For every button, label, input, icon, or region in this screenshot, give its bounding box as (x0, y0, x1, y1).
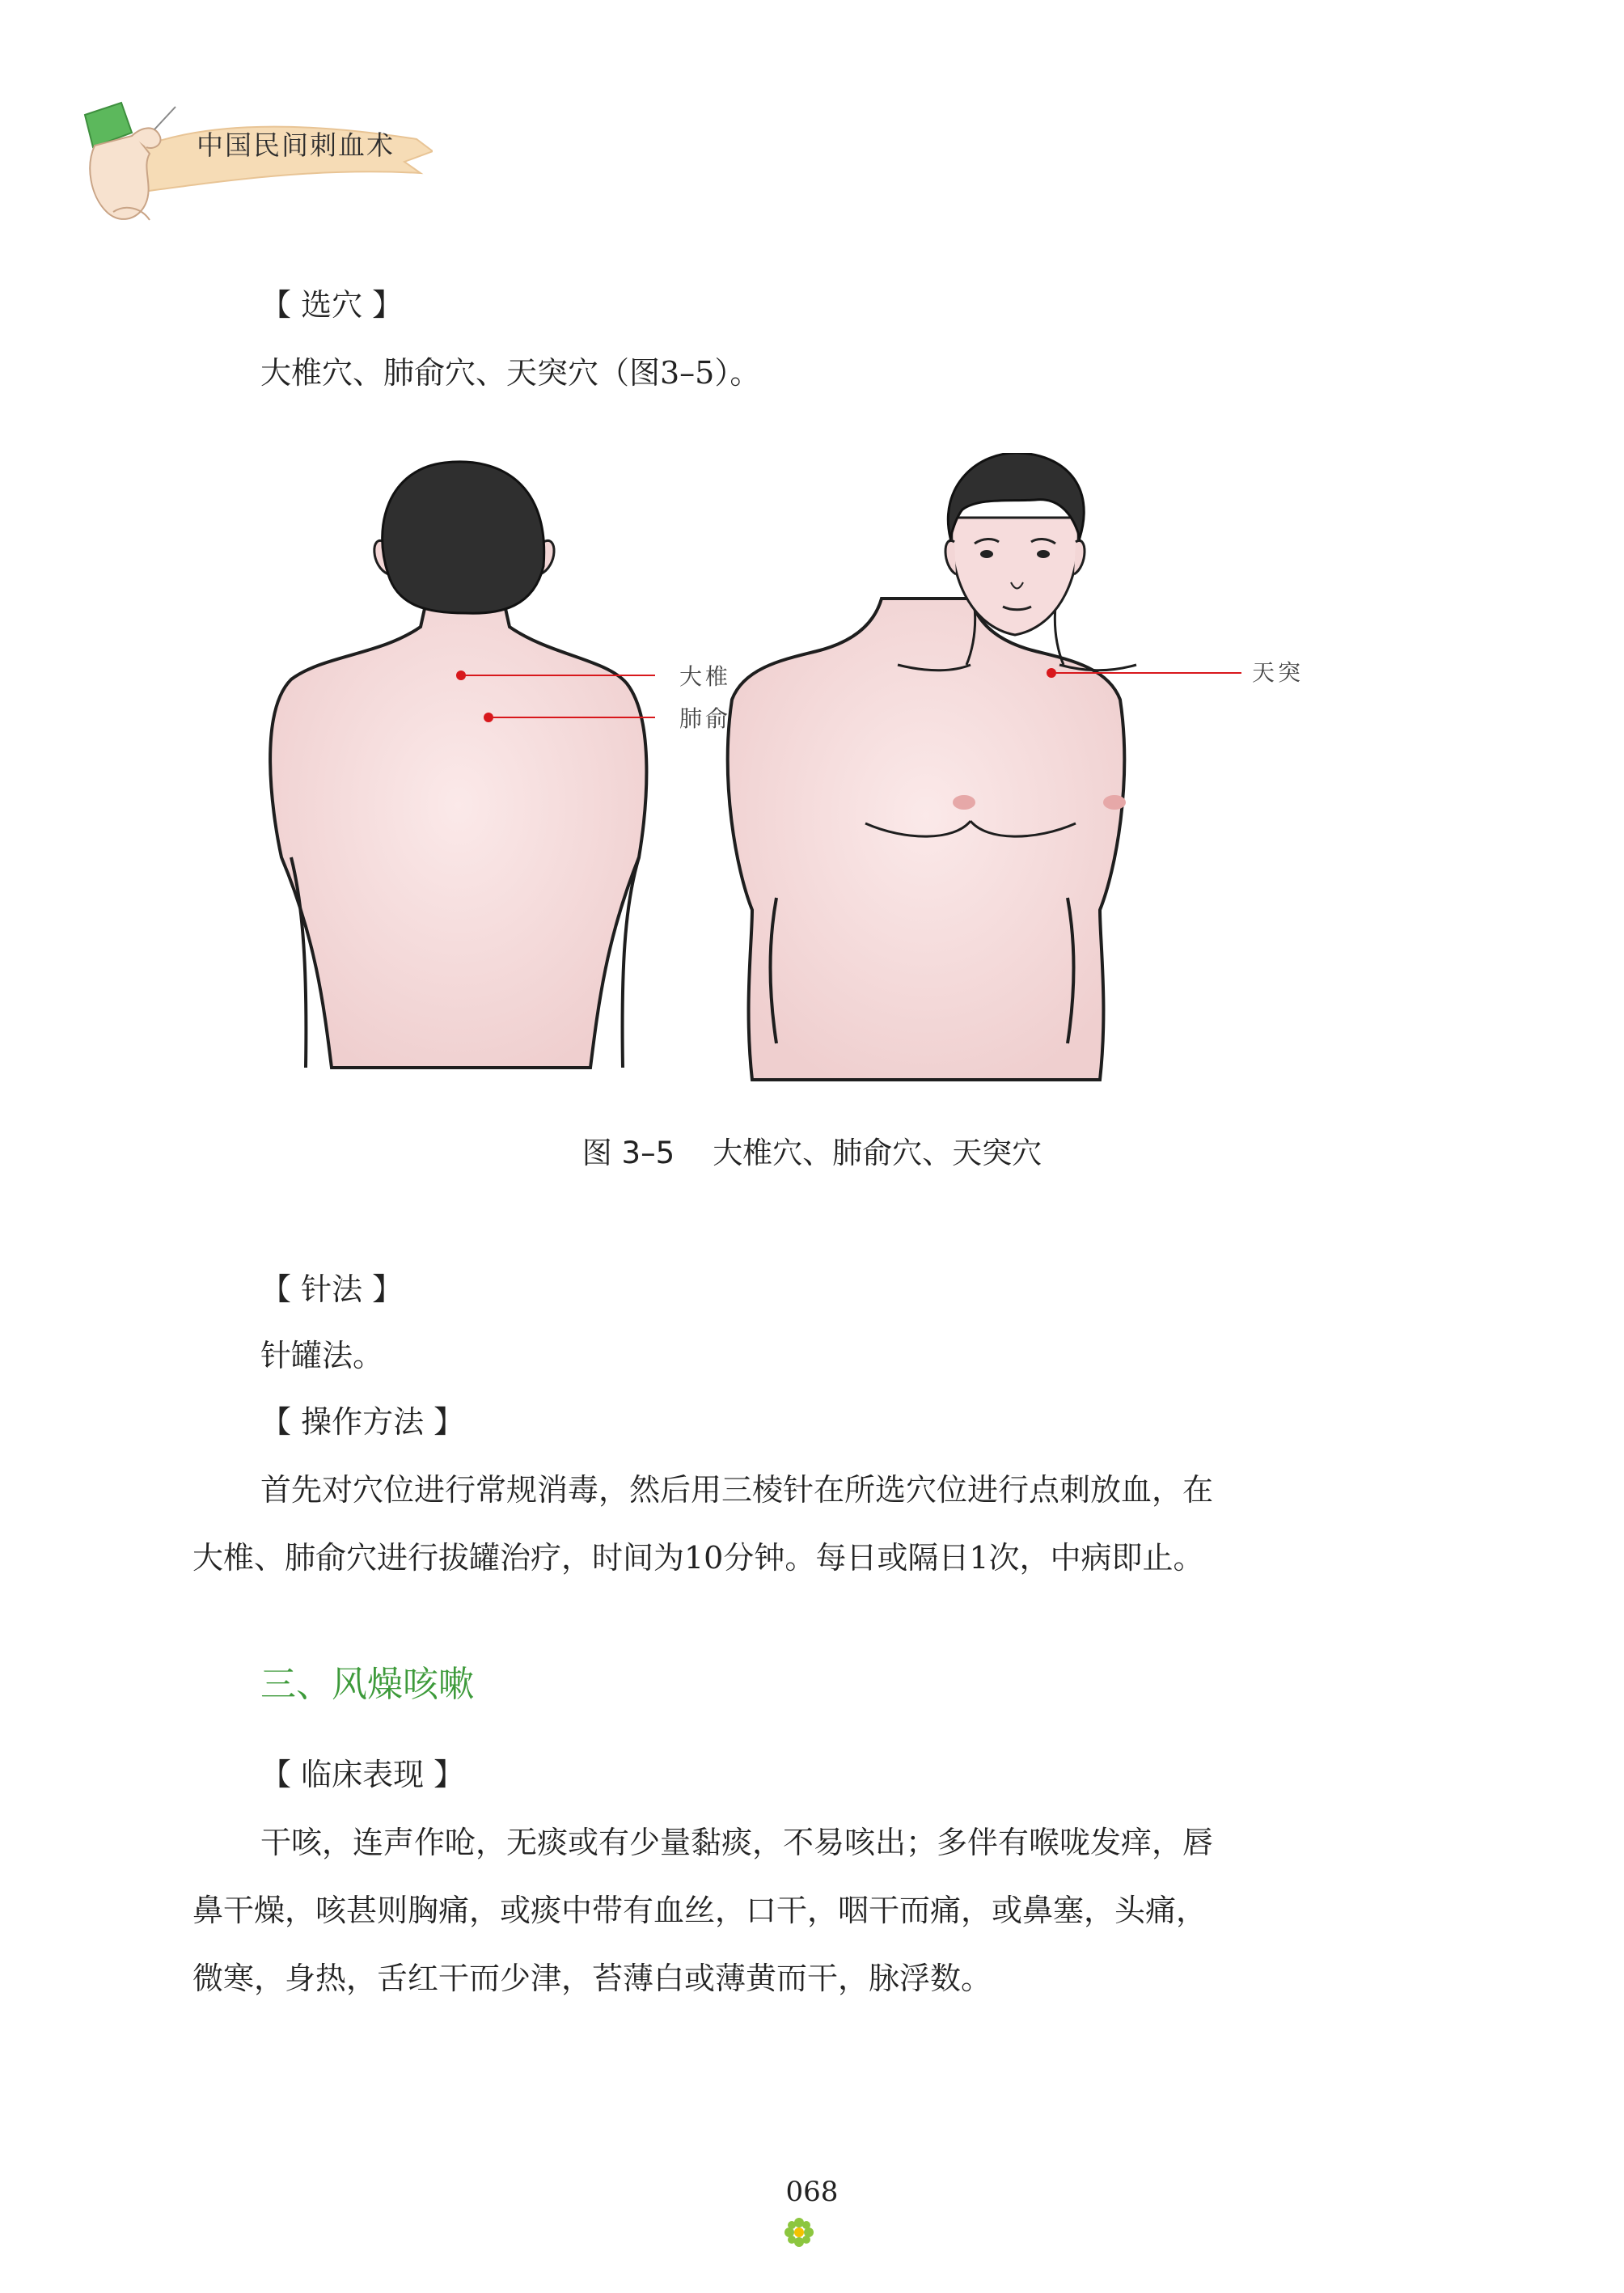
back-view-figure (270, 462, 646, 1068)
zhenfa-heading: 【 针法 】 (260, 1271, 404, 1307)
section-title: 三、风燥咳嗽 (260, 1664, 474, 1705)
caption-text: 大椎穴、肺俞穴、天突穴 (713, 1136, 1042, 1170)
linchuang-line-2: 鼻干燥，咳甚则胸痛，或痰中带有血丝，口干，咽干而痛，或鼻塞，头痛， (192, 1893, 1207, 1928)
label-tiantu: 天突 (1252, 659, 1305, 686)
linchuang-line-3: 微寒，身热，舌红干而少津，苔薄白或薄黄而干，脉浮数。 (192, 1961, 992, 1996)
linchuang-line-1: 干咳，连声作呛，无痰或有少量黏痰，不易咳出；多伴有喉咙发痒，唇 (260, 1825, 1214, 1860)
caozuo-line-1: 首先对穴位进行常规消毒，然后用三棱针在所选穴位进行点刺放血，在 (260, 1472, 1214, 1508)
dazhui-point (456, 671, 466, 680)
caozuo-heading: 【 操作方法 】 (260, 1404, 465, 1440)
front-view-figure (728, 453, 1136, 1080)
page-number: 068 (785, 2176, 839, 2208)
linchuang-heading: 【 临床表现 】 (260, 1757, 465, 1792)
figure-caption (0, 1128, 1624, 1172)
label-dazhui: 大椎 (679, 663, 732, 690)
book-header (77, 91, 433, 232)
flower-icon (783, 2216, 815, 2249)
feishu-point (484, 713, 493, 722)
caozuo-line-2: 大椎、肺俞穴进行拔罐治疗，时间为10分钟。每日或隔日1次，中病即止。 (192, 1540, 1204, 1576)
label-feishu: 肺俞 (679, 705, 732, 732)
caption-number: 图 3–5 (582, 1136, 675, 1170)
zhenfa-text: 针罐法。 (260, 1338, 384, 1373)
xuanxue-text: 大椎穴、肺俞穴、天突穴（图3–5）。 (260, 355, 761, 391)
xuanxue-heading: 【 选穴 】 (260, 287, 404, 323)
acupoint-illustration (259, 453, 1262, 1100)
tiantu-point (1047, 668, 1056, 678)
acupoint-figure (259, 453, 1305, 1100)
book-title: 中国民间刺血术 (197, 129, 395, 161)
